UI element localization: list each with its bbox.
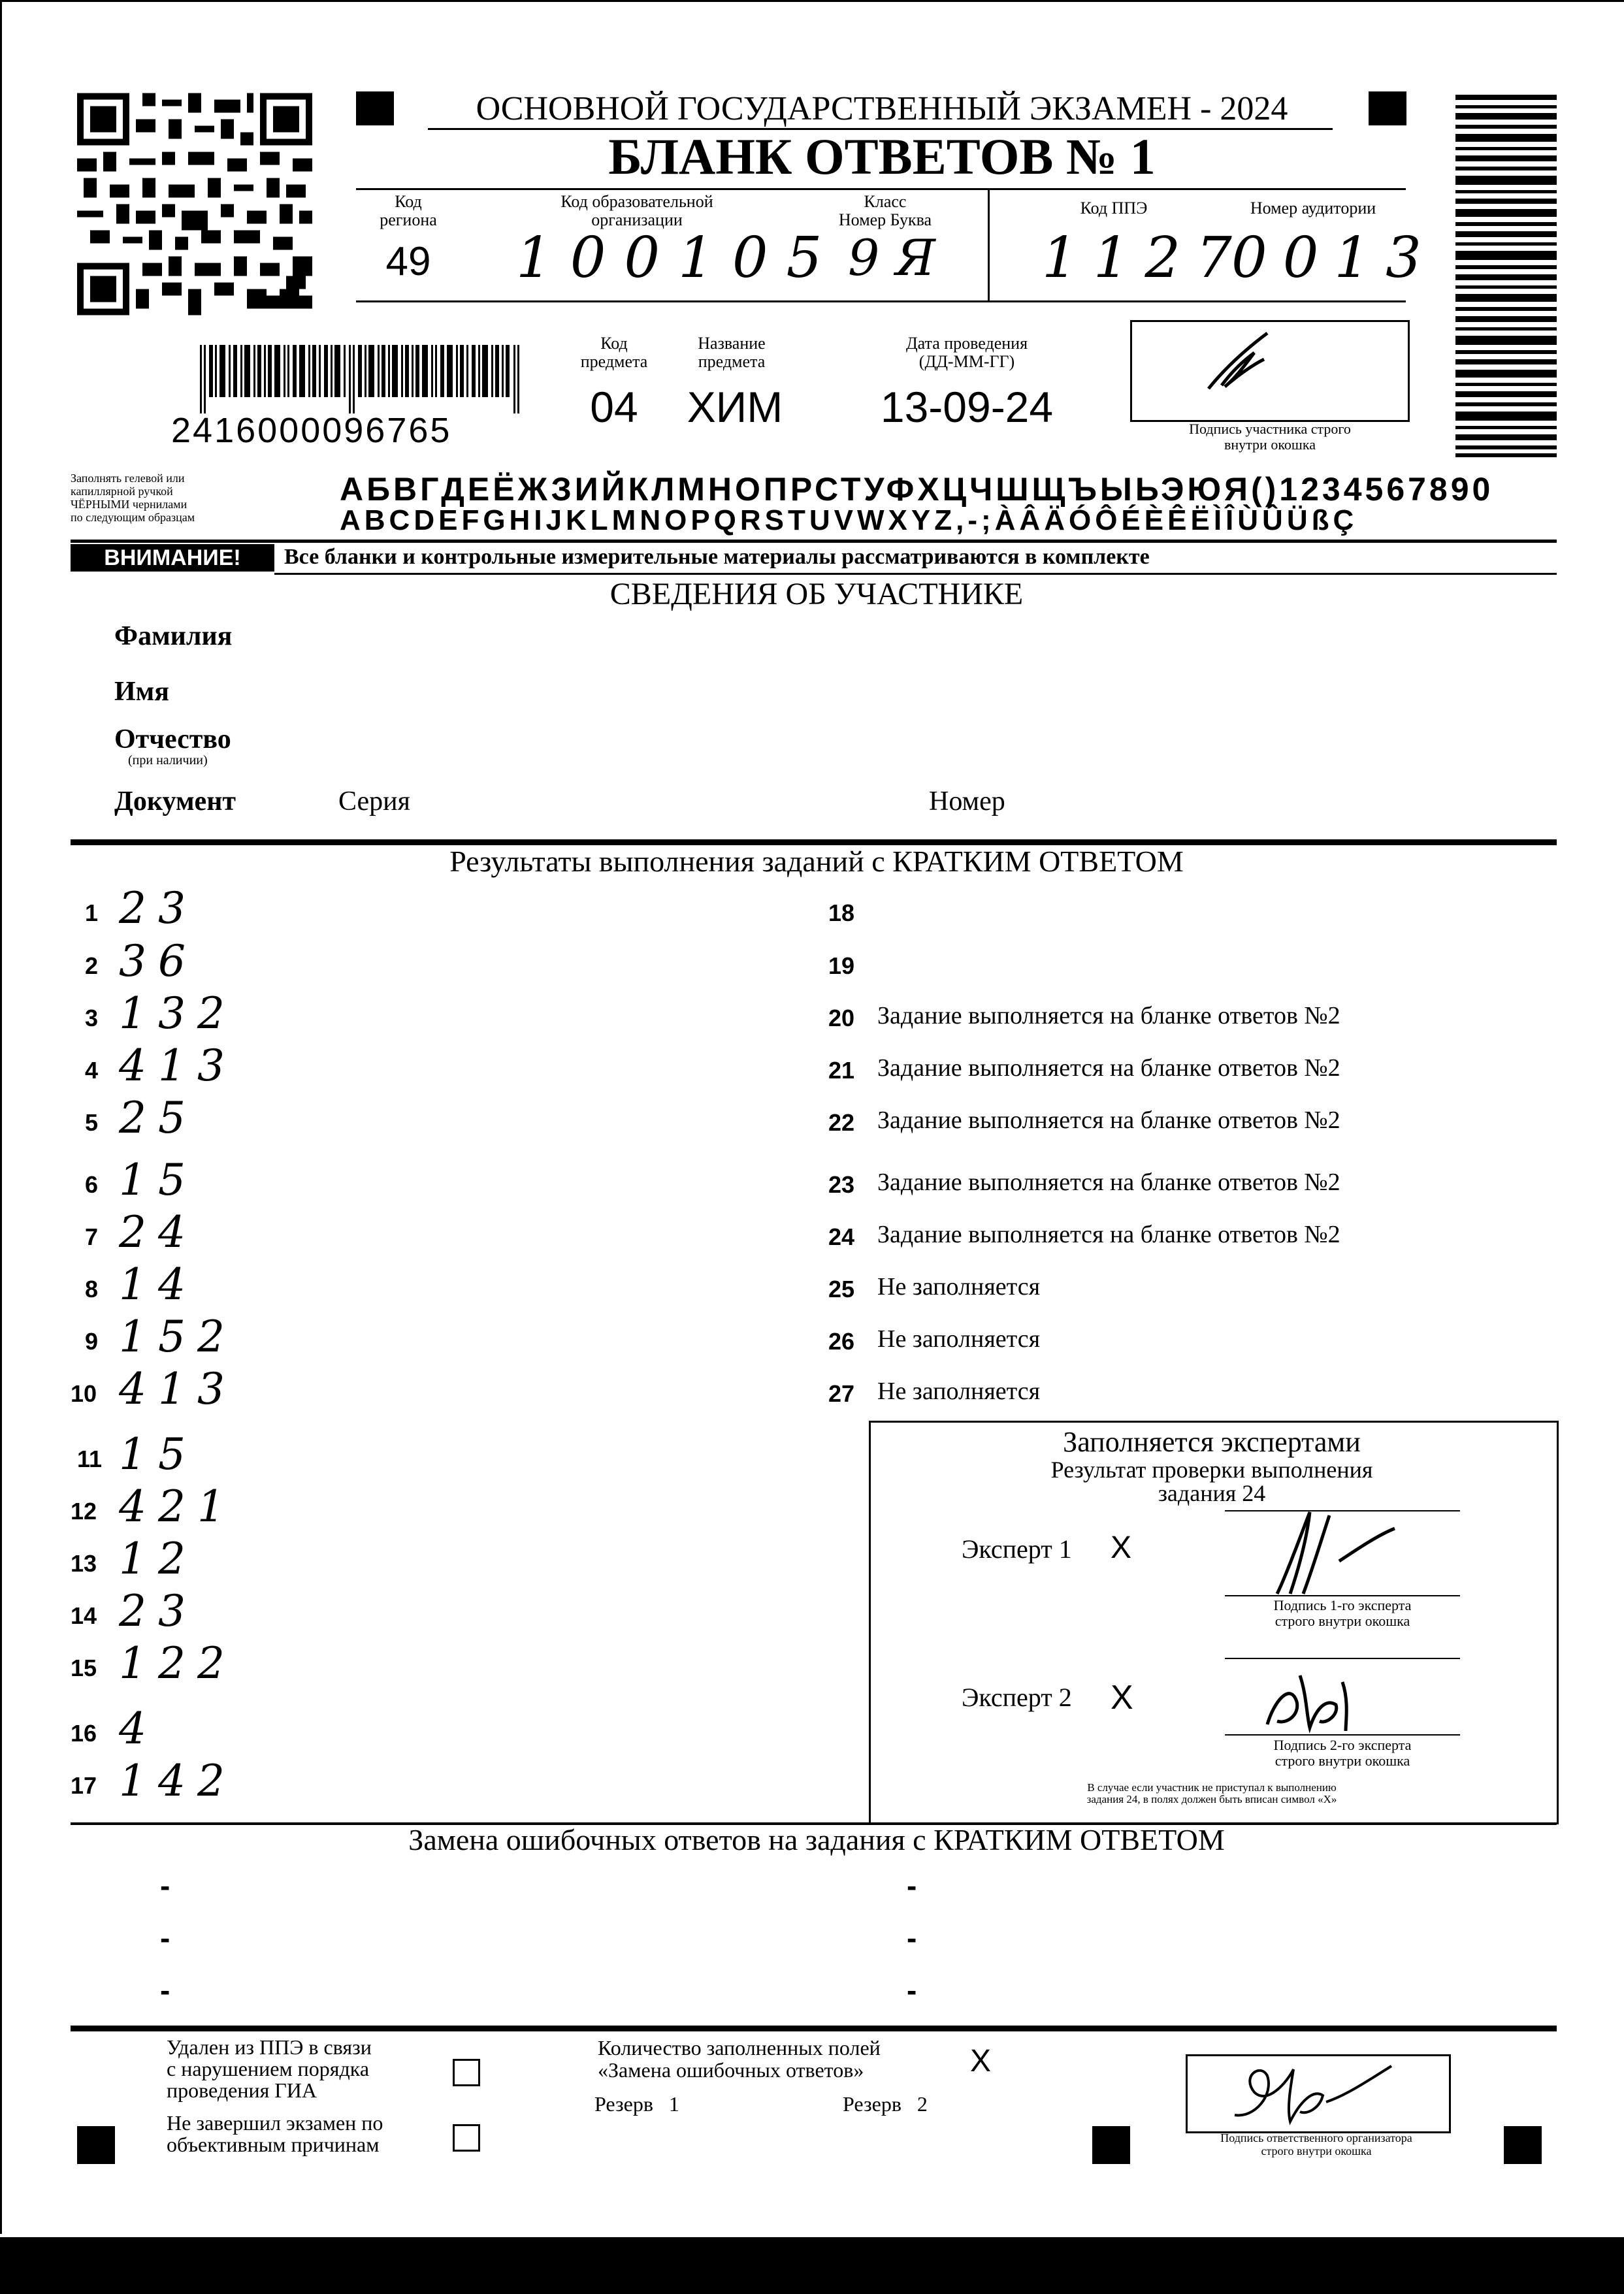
- organizer-signature-caption: Подпись ответственного организатора строго внутри окошка: [1220, 2131, 1412, 2157]
- attention-text: Все бланки и контрольные измерительные материалы рассматриваются в комплекте: [284, 545, 1150, 569]
- task-number: 5: [85, 1109, 99, 1136]
- registration-mark: [77, 2126, 115, 2164]
- subject-code-label: Код предмета: [580, 334, 648, 371]
- task-number: 25: [828, 1276, 855, 1302]
- task-note: Задание выполняется на бланке ответов №2: [877, 1221, 1340, 1248]
- registration-mark: [356, 91, 394, 125]
- organizer-signature: [1228, 2056, 1405, 2128]
- registration-mark: [1369, 91, 1406, 125]
- task-answer[interactable]: 23: [119, 883, 197, 933]
- participant-heading: СВЕДЕНИЯ ОБ УЧАСТНИКЕ: [609, 577, 1024, 611]
- task-number: 19: [828, 952, 855, 979]
- room-label: Номер аудитории: [1250, 199, 1376, 218]
- replacement-heading: Замена ошибочных ответов на задания с КРАТКИМ ОТВЕТОМ: [408, 1823, 1225, 1856]
- task-answer[interactable]: 15: [119, 1429, 197, 1479]
- task-note: Не заполняется: [877, 1325, 1041, 1353]
- expert1-signature: [1267, 1502, 1398, 1600]
- replacement-count-label: Количество заполненных полей «Замена ошибочных ответов»: [598, 2036, 881, 2082]
- class-label: Класс Номер Буква: [838, 192, 932, 229]
- expert2-sign-top: [1225, 1658, 1460, 1659]
- barcode-number: 2416000096765: [171, 411, 452, 450]
- page-border-left: [0, 0, 2, 2234]
- task-answer[interactable]: 142: [119, 1756, 236, 1806]
- qr-code: [77, 91, 312, 317]
- task-note: Задание выполняется на бланке ответов №2: [877, 1054, 1340, 1082]
- replacement-dash[interactable]: -: [907, 1869, 917, 1903]
- task-number: 21: [828, 1057, 855, 1084]
- task-note: Не заполняется: [877, 1273, 1041, 1300]
- expert1-label: Эксперт 1: [962, 1534, 1072, 1564]
- task-answer[interactable]: 36: [119, 936, 197, 986]
- expert1-mark[interactable]: Х: [1111, 1530, 1132, 1565]
- task-answer[interactable]: 23: [119, 1586, 197, 1636]
- form-title: БЛАНК ОТВЕТОВ № 1: [608, 128, 1156, 185]
- reserve2-label: Резерв 2: [843, 2092, 928, 2116]
- expert2-sign-bottom: [1225, 1734, 1460, 1736]
- registration-mark: [1092, 2126, 1130, 2164]
- task-note: Не заполняется: [877, 1378, 1041, 1405]
- replacement-count-value[interactable]: Х: [970, 2044, 992, 2078]
- expert1-caption: Подпись 1-го эксперта строго внутри окошка: [1273, 1597, 1412, 1629]
- expert1-sign-bottom: [1225, 1595, 1460, 1596]
- org-value: 100105: [516, 225, 841, 291]
- task-answer[interactable]: 132: [119, 988, 236, 1039]
- name-label: Имя: [114, 677, 169, 707]
- not-finished-label: Не завершил экзамен по объективным причинам: [167, 2111, 383, 2156]
- sample-cyrillic: АБВГДЕЁЖЗИЙКЛМНОПРСТУФХЦЧШЩЪЫЬЭЮЯ()1234567890: [340, 471, 1494, 508]
- task-note: Задание выполняется на бланке ответов №2: [877, 1107, 1340, 1134]
- expert2-label: Эксперт 2: [962, 1683, 1072, 1712]
- registration-mark: [1504, 2126, 1542, 2164]
- removed-checkbox[interactable]: [453, 2059, 480, 2086]
- expert2-caption: Подпись 2-го эксперта строго внутри окошка: [1273, 1737, 1412, 1769]
- task-answer[interactable]: 15: [119, 1155, 197, 1205]
- task-answer[interactable]: 413: [119, 1364, 236, 1414]
- task-number: 23: [828, 1171, 855, 1198]
- subject-name-label: Название предмета: [698, 334, 766, 371]
- document-label: Документ: [114, 786, 236, 816]
- series-label: Серия: [338, 786, 410, 816]
- expert2-signature: [1261, 1662, 1391, 1737]
- task-answer[interactable]: 421: [119, 1481, 236, 1532]
- stacked-barcode: [1455, 95, 1557, 457]
- task-number: 1: [85, 899, 99, 926]
- task-answer[interactable]: 122: [119, 1638, 236, 1688]
- expert-box-title: Заполняется экспертами: [1063, 1426, 1361, 1458]
- linear-barcode: [195, 345, 545, 413]
- task-number: 22: [828, 1109, 855, 1136]
- task-number: 17: [71, 1772, 97, 1799]
- replacement-dash[interactable]: -: [160, 1921, 171, 1955]
- task-number: 11: [77, 1446, 103, 1472]
- task-number: 20: [828, 1005, 855, 1031]
- sample-latin: ABCDEFGHIJKLMNOPQRSTUVWXYZ,-;ÀÂÄÓÔÉÈÊËÌÎÙÛÜßÇ: [340, 504, 1358, 536]
- expert-note: В случае если участник не приступал к выполнению задания 24, в полях должен быть вписан символ «Х»: [1086, 1781, 1337, 1805]
- task-number: 12: [71, 1498, 97, 1525]
- codes-bottom-line: [356, 300, 1406, 302]
- room-value: 0013: [1231, 225, 1437, 291]
- ppe-value: 1127: [1042, 225, 1248, 291]
- subject-code-value: 04: [590, 383, 638, 431]
- codes-divider: [988, 188, 990, 300]
- expert-box-subtitle: Результат проверки выполнения задания 24: [1050, 1457, 1373, 1506]
- participant-signature-caption: Подпись участника строго внутри окошка: [1189, 421, 1351, 453]
- replacement-dash[interactable]: -: [160, 1973, 171, 2007]
- footer-top-line: [71, 2026, 1557, 2031]
- task-number: 15: [71, 1655, 97, 1681]
- task-number: 27: [828, 1380, 855, 1407]
- attention-badge: ВНИМАНИЕ!: [71, 544, 274, 572]
- surname-label: Фамилия: [114, 621, 233, 651]
- exam-date-value: 13-09-24: [880, 383, 1054, 431]
- replacement-dash[interactable]: -: [160, 1869, 171, 1903]
- task-number: 8: [85, 1276, 99, 1302]
- class-value: 9 Я: [848, 229, 935, 287]
- codes-top-line: [356, 188, 1406, 190]
- task-note: Задание выполняется на бланке ответов №2: [877, 1169, 1340, 1196]
- region-label: Код региона: [380, 192, 437, 229]
- task-number: 24: [828, 1223, 855, 1250]
- task-number: 16: [71, 1720, 97, 1747]
- task-number: 6: [85, 1171, 99, 1198]
- task-number: 7: [85, 1223, 99, 1250]
- participant-signature: [1195, 327, 1287, 398]
- exam-title: ОСНОВНОЙ ГОСУДАРСТВЕННЫЙ ЭКЗАМЕН - 2024: [476, 90, 1288, 127]
- task-answer[interactable]: 4: [119, 1704, 158, 1754]
- replacement-dash[interactable]: -: [907, 1973, 917, 2007]
- attention-top-line: [71, 540, 1557, 543]
- patronymic-note: (при наличии): [128, 753, 208, 767]
- removed-label: Удален из ППЭ в связи с нарушением порядка проведения ГИА: [167, 2035, 372, 2102]
- task-number: 14: [71, 1602, 97, 1629]
- patronymic-label: Отчество: [114, 724, 231, 754]
- expert2-mark[interactable]: Х: [1111, 1679, 1133, 1717]
- task-note: Задание выполняется на бланке ответов №2: [877, 1002, 1340, 1029]
- task-number: 2: [85, 952, 99, 979]
- task-answer[interactable]: 413: [119, 1041, 236, 1091]
- task-number: 9: [85, 1328, 99, 1355]
- task-number: 10: [71, 1380, 97, 1407]
- task-number: 26: [828, 1328, 855, 1355]
- task-answer[interactable]: 24: [119, 1207, 197, 1257]
- exam-date-label: Дата проведения (ДД-ММ-ГГ): [905, 334, 1028, 371]
- task-number: 4: [85, 1057, 99, 1084]
- number-label: Номер: [929, 786, 1005, 816]
- replacement-dash[interactable]: -: [907, 1921, 917, 1955]
- attention-bottom-line: [274, 573, 1557, 575]
- task-number: 18: [828, 899, 855, 926]
- org-label: Код образовательной организации: [560, 192, 713, 229]
- bottom-band: [0, 2237, 1624, 2294]
- task-answer[interactable]: 12: [119, 1534, 197, 1584]
- task-answer[interactable]: 14: [119, 1259, 197, 1310]
- not-finished-checkbox[interactable]: [453, 2124, 480, 2152]
- page-border-top: [0, 0, 1624, 2]
- task-number: 13: [71, 1550, 97, 1577]
- subject-name-value: ХИМ: [687, 383, 783, 431]
- sample-instruction: Заполнять гелевой или капиллярной ручкой ЧЁРНЫМИ чернилами по следующим образцам: [71, 472, 195, 524]
- reserve1-label: Резерв 1: [594, 2092, 679, 2116]
- results-heading: Результаты выполнения заданий с КРАТКИМ ОТВЕТОМ: [449, 845, 1184, 878]
- task-answer[interactable]: 25: [119, 1093, 197, 1143]
- task-number: 3: [85, 1005, 99, 1031]
- ppe-label: Код ППЭ: [1080, 199, 1148, 218]
- region-value: 49: [385, 239, 431, 284]
- task-answer[interactable]: 152: [119, 1312, 236, 1362]
